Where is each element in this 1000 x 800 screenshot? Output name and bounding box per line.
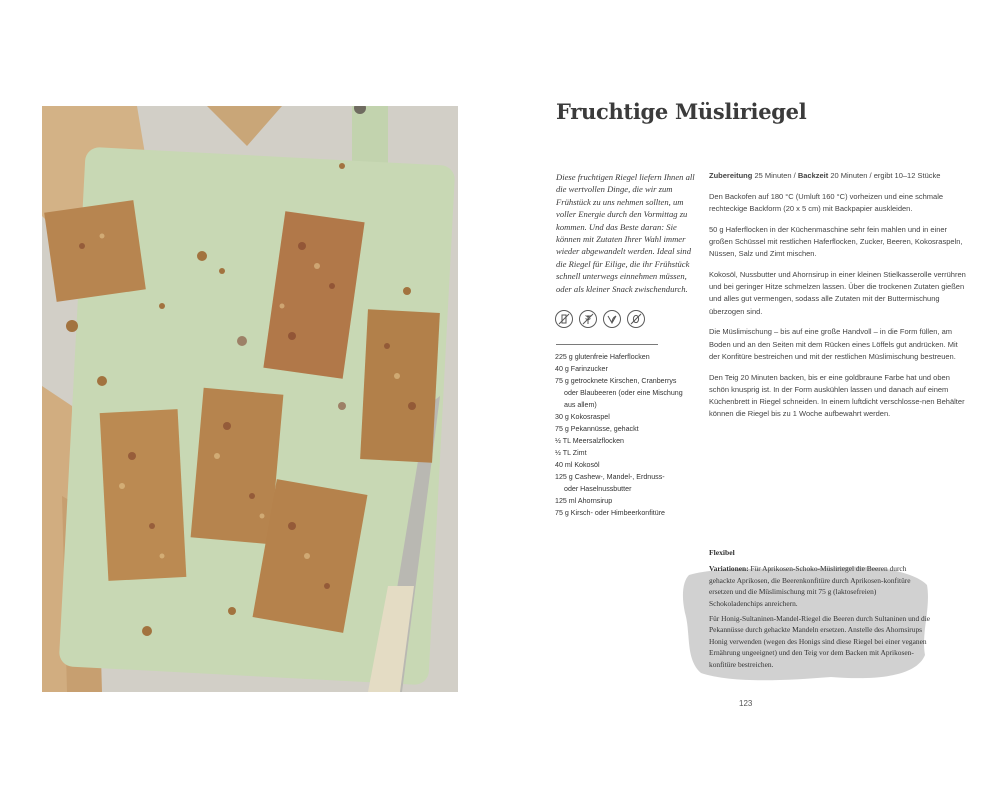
ingredient-item: 75 g Kirsch- oder Himbeerkonfitüre — [555, 509, 666, 517]
method-step: Die Müslimischung – bis auf eine große Handvoll – in die Form füllen, am Boden und an den Seiten mit dem Rücken eines Löffels gut andrücken. Mit der Konfitüre bestreichen und mit der restlichen Müslimischung bestreuen. — [709, 327, 958, 361]
method-step: 50 g Haferflocken in der Küchenmaschine sehr fein mahlen und in einer großen Schüssel mit restlichen Haferflocken, Zucker, Beeren, Kokosraspeln, Nüssen, Salz und Zimt mischen. — [709, 224, 963, 259]
ingredient-item: aus allem) — [564, 401, 597, 409]
ingredient-item: 40 ml Kokosöl — [555, 461, 600, 469]
method-step: Kokosöl, Nussbutter und Ahornsirup in einer kleinen Stielkasserolle verrühren und bei geringer Hitze schmelzen lassen. Über die trockenen Zutaten gießen und alles gut vermengen, sodass alle Zutaten mit der Buttermischung überzogen sind. — [709, 270, 966, 316]
nut-free-icon — [627, 310, 645, 328]
ingredient-item: 30 g Kokosraspel — [555, 413, 610, 421]
method-column — [709, 170, 967, 429]
ingredient-item: ½ TL Meersalzflocken — [555, 437, 624, 445]
ingredients-list — [555, 351, 703, 519]
muesli-bar-4 — [191, 388, 284, 544]
bake-label: Backzeit — [797, 171, 829, 180]
ingredients-divider — [556, 344, 658, 345]
honey-variation: Für Honig-Sultaninen-Mandel-Riegel die Beeren durch Sultaninen und die Pekannüsse durch gehackte Mandeln ersetzen. Anstelle des Ahornsirups Honig verwenden (wegen des Honigs sind diese Riegel bei einer veganen Ernährung ungeeignet) und den Teig vor dem Backen mit Aprikosen-konfitüre bestreichen. — [709, 614, 931, 669]
recipe-intro: Diese fruchtigen Riegel liefern Ihnen all die wertvollen Dinge, die wir zum Frühstück zu uns nehmen sollten, um voller Energie durch den Vormittag zu kommen. Und das Beste daran: Sie können mit Zutaten Ihrer Wahl immer wieder abgewandelt werden. Ideal sind die Riegel für Eilige, die ihr Frühstück schnell unterwegs einnehmen müssen, oder als kleiner Snack zwischendurch. — [556, 172, 695, 294]
variations-paragraph — [709, 563, 931, 609]
muesli-bars-illustration — [42, 106, 458, 692]
ingredient-item: 75 g getrocknete Kirschen, Cranberrys — [555, 377, 677, 385]
variations-text: Für Aprikosen-Schoko-Müsliriegel die Beeren durch gehackte Aprikosen, die Beerenkonfitüre durch Aprikosen-konfitüre ersetzen und die Müslimischung mit 75 g (laktosefreien) Schokoladenchips anreichern. — [709, 564, 911, 608]
diet-icons — [555, 310, 645, 328]
page-number: 123 — [739, 699, 753, 708]
recipe-title: Fruchtige Müsliriegel — [556, 99, 807, 124]
gluten-free-icon — [579, 310, 597, 328]
method-step: Den Teig 20 Minuten backen, bis er eine goldbraune Farbe hat und oben schön knusprig ist. In der Form auskühlen lassen und danach auf einem Küchenbrett in Riegel schneiden. In einem luftdicht verschlosse-nen Behälter können die Riegel bis zu 1 Woche aufbewahrt werden. — [709, 372, 965, 419]
variations-label: Variationen: — [709, 564, 749, 574]
muesli-bar-3 — [100, 409, 187, 581]
recipe-meta — [709, 170, 967, 182]
ingredient-item: 125 ml Ahornsirup — [555, 497, 613, 505]
muesli-bar-6 — [44, 200, 146, 302]
recipe-photo — [42, 106, 458, 692]
method-step: Den Backofen auf 180 °C (Umluft 160 °C) vorheizen und eine schmale rechteckige Backform (20 x 5 cm) mit Backpapier auskleiden. — [709, 191, 944, 213]
prep-label: Zubereitung — [709, 171, 753, 180]
ingredient-item: ½ TL Zimt — [555, 449, 587, 457]
muesli-bar-2 — [360, 309, 440, 463]
ingredient-item: 40 g Farinzucker — [555, 365, 608, 373]
bake-value: 20 Minuten / ergibt 10–12 Stücke — [830, 171, 941, 180]
ingredient-item: oder Blaubeeren (oder eine Mischung — [564, 389, 683, 397]
ingredient-item: 225 g glutenfreie Haferflocken — [555, 353, 650, 361]
lactose-free-icon — [555, 310, 573, 328]
flexibel-box — [709, 547, 931, 674]
ingredient-item: 125 g Cashew-, Mandel-, Erdnuss- — [555, 473, 665, 481]
prep-value: 25 Minuten / — [754, 171, 796, 180]
vegan-icon — [603, 310, 621, 328]
flexibel-heading: Flexibel — [709, 548, 735, 557]
ingredient-item: 75 g Pekannüsse, gehackt — [555, 425, 639, 433]
ingredient-item: oder Haselnussbutter — [564, 485, 632, 493]
